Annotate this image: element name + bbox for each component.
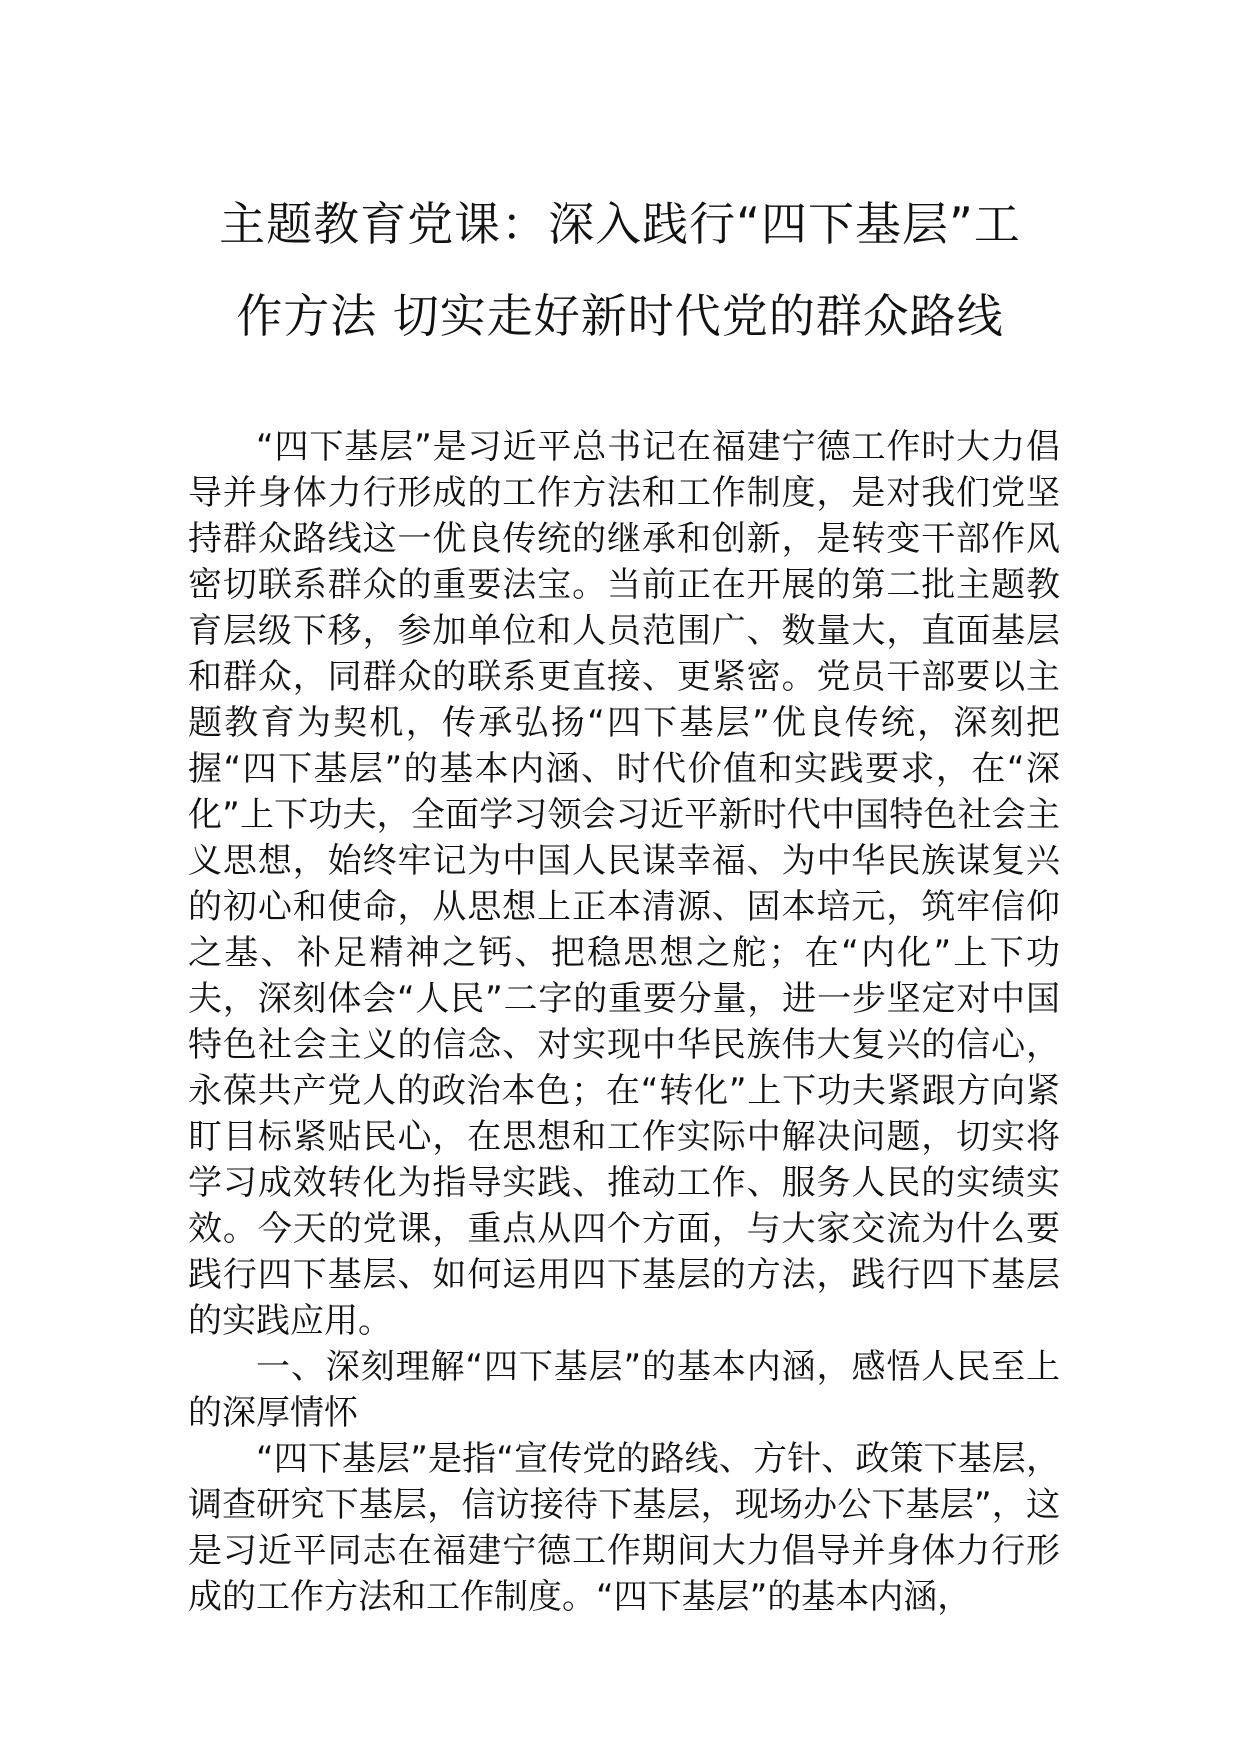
section-heading-1: 一、深刻理解“四下基层”的基本内涵，感悟人民至上的深厚情怀 — [188, 1347, 1060, 1433]
title-line-1: 主题教育党课：深入践行“四下基层”工 — [219, 197, 1021, 251]
document-body — [188, 424, 1060, 1620]
body-paragraph-section-1: “四下基层”是指“宣传党的路线、方针、政策下基层，调查研究下基层，信访接待下基层，现场办公下基层”，这是习近平同志在福建宁德工作期间大力倡导并身体力行形成的工作方法和工作制度。“四下基层”的基本内涵， — [188, 1439, 1060, 1617]
title-line-2: 作方法 切实走好新时代党的群众路线 — [236, 289, 1004, 343]
document-title — [190, 178, 1050, 362]
body-paragraph-intro: “四下基层”是习近平总书记在福建宁德工作时大力倡导并身体力行形成的工作方法和工作制度，是对我们党坚持群众路线这一优良传统的继承和创新，是转变干部作风密切联系群众的重要法宝。当前正在开展的第二批主题教育层级下移，参加单位和人员范围广、数量大，直面基层和群众，同群众的联系更直接、更紧密。党员干部要以主题教育为契机，传承弘扬“四下基层”优良传统，深刻把握“四下基层”的基本内涵、时代价值和实践要求，在“深化”上下功夫，全面学习领会习近平新时代中国特色社会主义思想，始终牢记为中国人民谋幸福、为中华民族谋复兴的初心和使命，从思想上正本清源、固本培元，筑牢信仰之基、补足精神之钙、把稳思想之舵；在“内化”上下功夫，深刻体会“人民”二字的重要分量，进一步坚定对中国特色社会主义的信念、对实现中华民族伟大复兴的信心，永葆共产党人的政治本色；在“转化”上下功夫紧跟方向紧盯目标紧贴民心，在思想和工作实际中解决问题，切实将学习成效转化为指导实践、推动工作、服务人民的实绩实效。今天的党课，重点从四个方面，与大家交流为什么要践行四下基层、如何运用四下基层的方法，践行四下基层的实践应用。 — [188, 427, 1060, 1341]
